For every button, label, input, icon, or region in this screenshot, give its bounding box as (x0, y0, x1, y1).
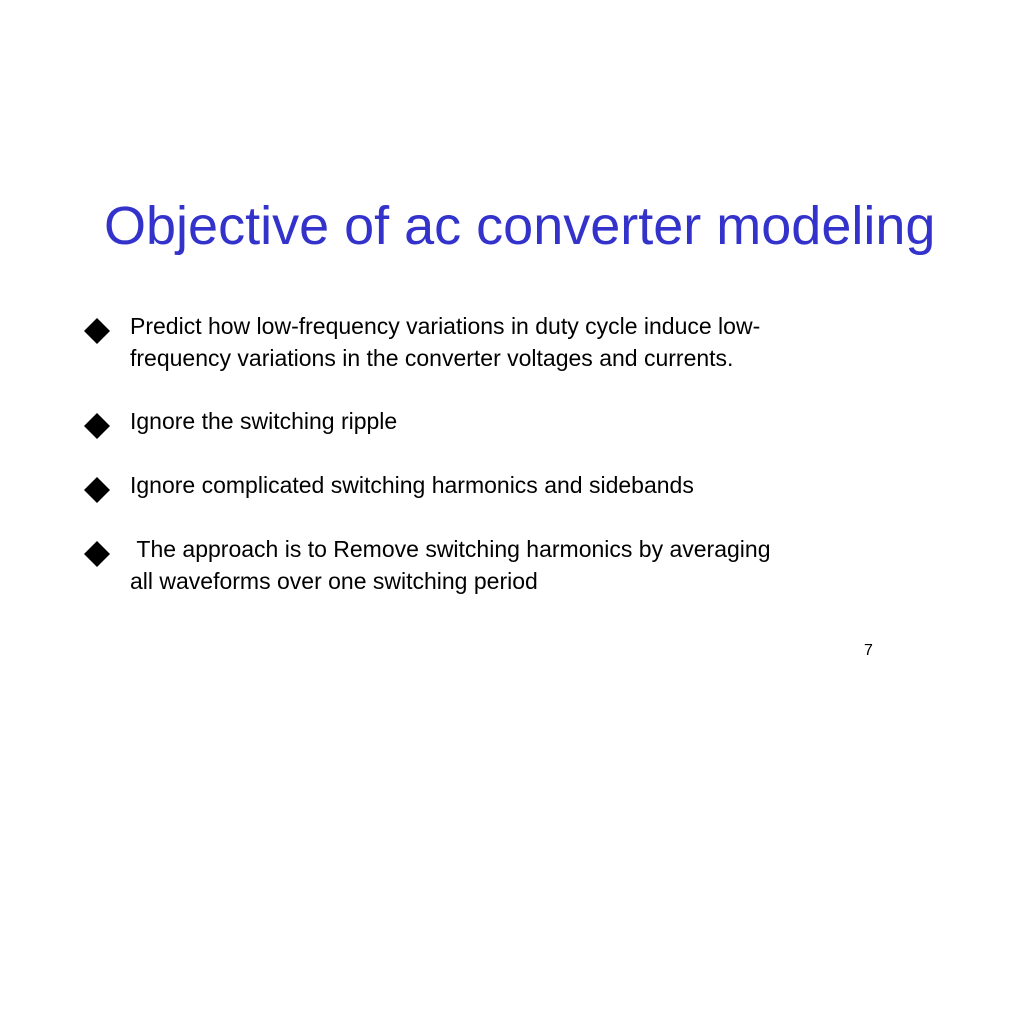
bullet-line: Predict how low-frequency variations in duty cycle induce low- (130, 313, 761, 339)
bullet-line: Ignore complicated switching harmonics and sidebands (130, 472, 694, 498)
bullet-text (130, 405, 890, 437)
bullet-line: all waveforms over one switching period (130, 568, 538, 594)
black-diamond-icon (84, 541, 110, 567)
black-diamond-icon (84, 413, 110, 439)
bullet-text (130, 533, 890, 597)
page-number: 7 (864, 642, 873, 659)
bullet-text (130, 310, 890, 374)
bullet-line: Ignore the switching ripple (130, 408, 398, 434)
black-diamond-icon (84, 318, 110, 344)
bullet-line: frequency variations in the converter voltages and currents. (130, 345, 734, 371)
black-diamond-icon (84, 477, 110, 503)
bullet-line: The approach is to Remove switching harmonics by averaging (130, 536, 771, 562)
slide-title: Objective of ac converter modeling (104, 196, 936, 256)
bullet-text (130, 469, 890, 501)
